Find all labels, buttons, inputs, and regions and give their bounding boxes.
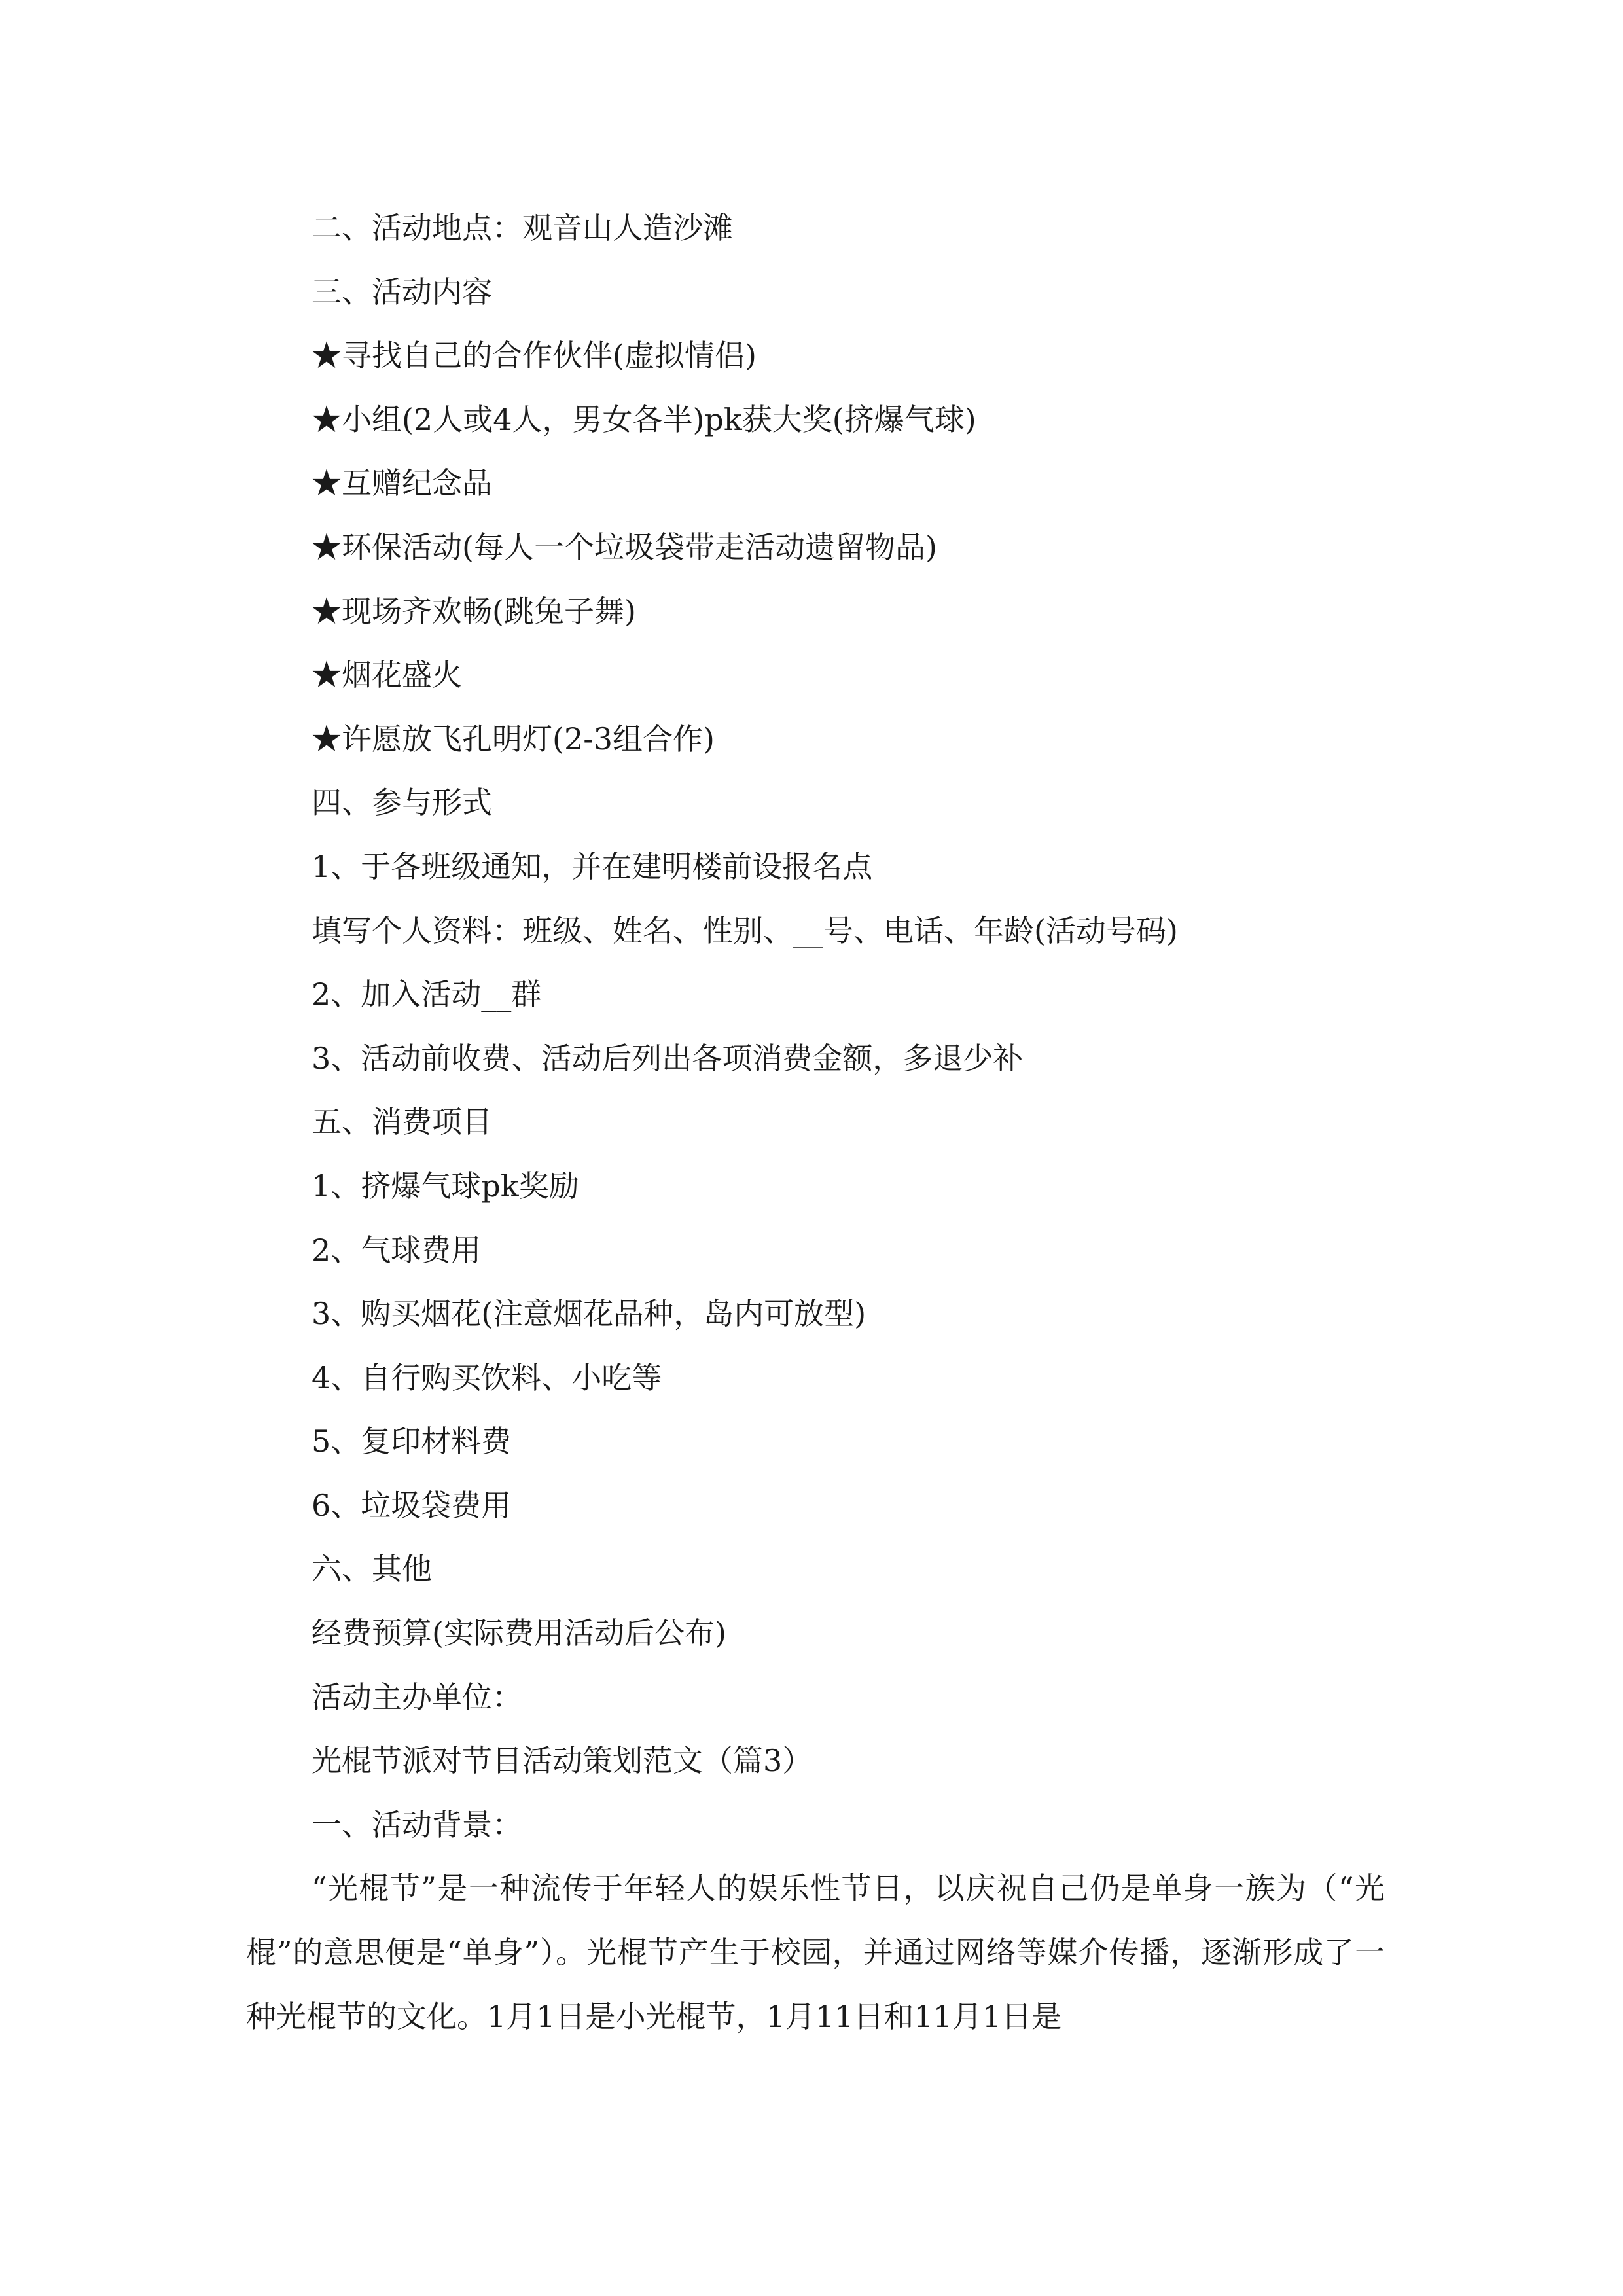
budget-note: 经费预算(实际费用活动后公布) (312, 1615, 726, 1651)
expense-item: 3、购买烟花(注意烟花品种，岛内可放型) (312, 1296, 866, 1332)
expense-item: 4、自行购买饮料、小吃等 (312, 1359, 662, 1395)
participation-item: 2、加入活动__群 (312, 977, 542, 1013)
activity-item: ★互赠纪念品 (312, 465, 492, 501)
section-heading-expenses: 五、消费项目 (312, 1104, 492, 1140)
activity-item: ★小组(2人或4人，男女各半)pk获大奖(挤爆气球) (312, 401, 976, 437)
section-heading-other: 六、其他 (312, 1551, 432, 1587)
expense-item: 6、垃圾袋费用 (312, 1487, 512, 1523)
expense-item: 2、气球费用 (312, 1232, 482, 1268)
organizer-label: 活动主办单位： (312, 1679, 522, 1715)
activity-item: ★环保活动(每人一个垃圾袋带走活动遗留物品) (312, 529, 937, 565)
background-paragraph: “光棍节”是一种流传于年轻人的娱乐性节日，以庆祝自己仍是单身一族为（“光棍”的意思便是“单身”）。光棍节产生于校园，并通过网络等媒介传播，逐渐形成了一种光棍节的文化。1月1日是小光棍节，1月11日和11月1日是 (246, 1871, 1385, 2034)
activity-item: ★许愿放飞孔明灯(2-3组合作) (312, 721, 715, 757)
section-heading-background: 一、活动背景： (312, 1806, 522, 1842)
section-heading-location: 二、活动地点：观音山人造沙滩 (312, 210, 733, 245)
section-heading-participation: 四、参与形式 (312, 785, 492, 821)
expense-item: 5、复印材料费 (312, 1424, 512, 1460)
section-heading-content: 三、活动内容 (312, 274, 492, 310)
participation-item: 3、活动前收费、活动后列出各项消费金额，多退少补 (312, 1040, 1024, 1076)
participation-item: 填写个人资料：班级、姓名、性别、__号、电话、年龄(活动号码) (312, 912, 1178, 948)
document-body (0, 196, 1623, 2049)
activity-item: ★烟花盛火 (312, 657, 462, 693)
article-title: 光棍节派对节目活动策划范文（篇3） (312, 1743, 813, 1779)
expense-item: 1、挤爆气球pk奖励 (312, 1168, 579, 1204)
activity-item: ★现场齐欢畅(跳兔子舞) (312, 593, 636, 629)
participation-item: 1、于各班级通知，并在建明楼前设报名点 (312, 848, 873, 884)
activity-item: ★寻找自己的合作伙伴(虚拟情侣) (312, 338, 757, 374)
